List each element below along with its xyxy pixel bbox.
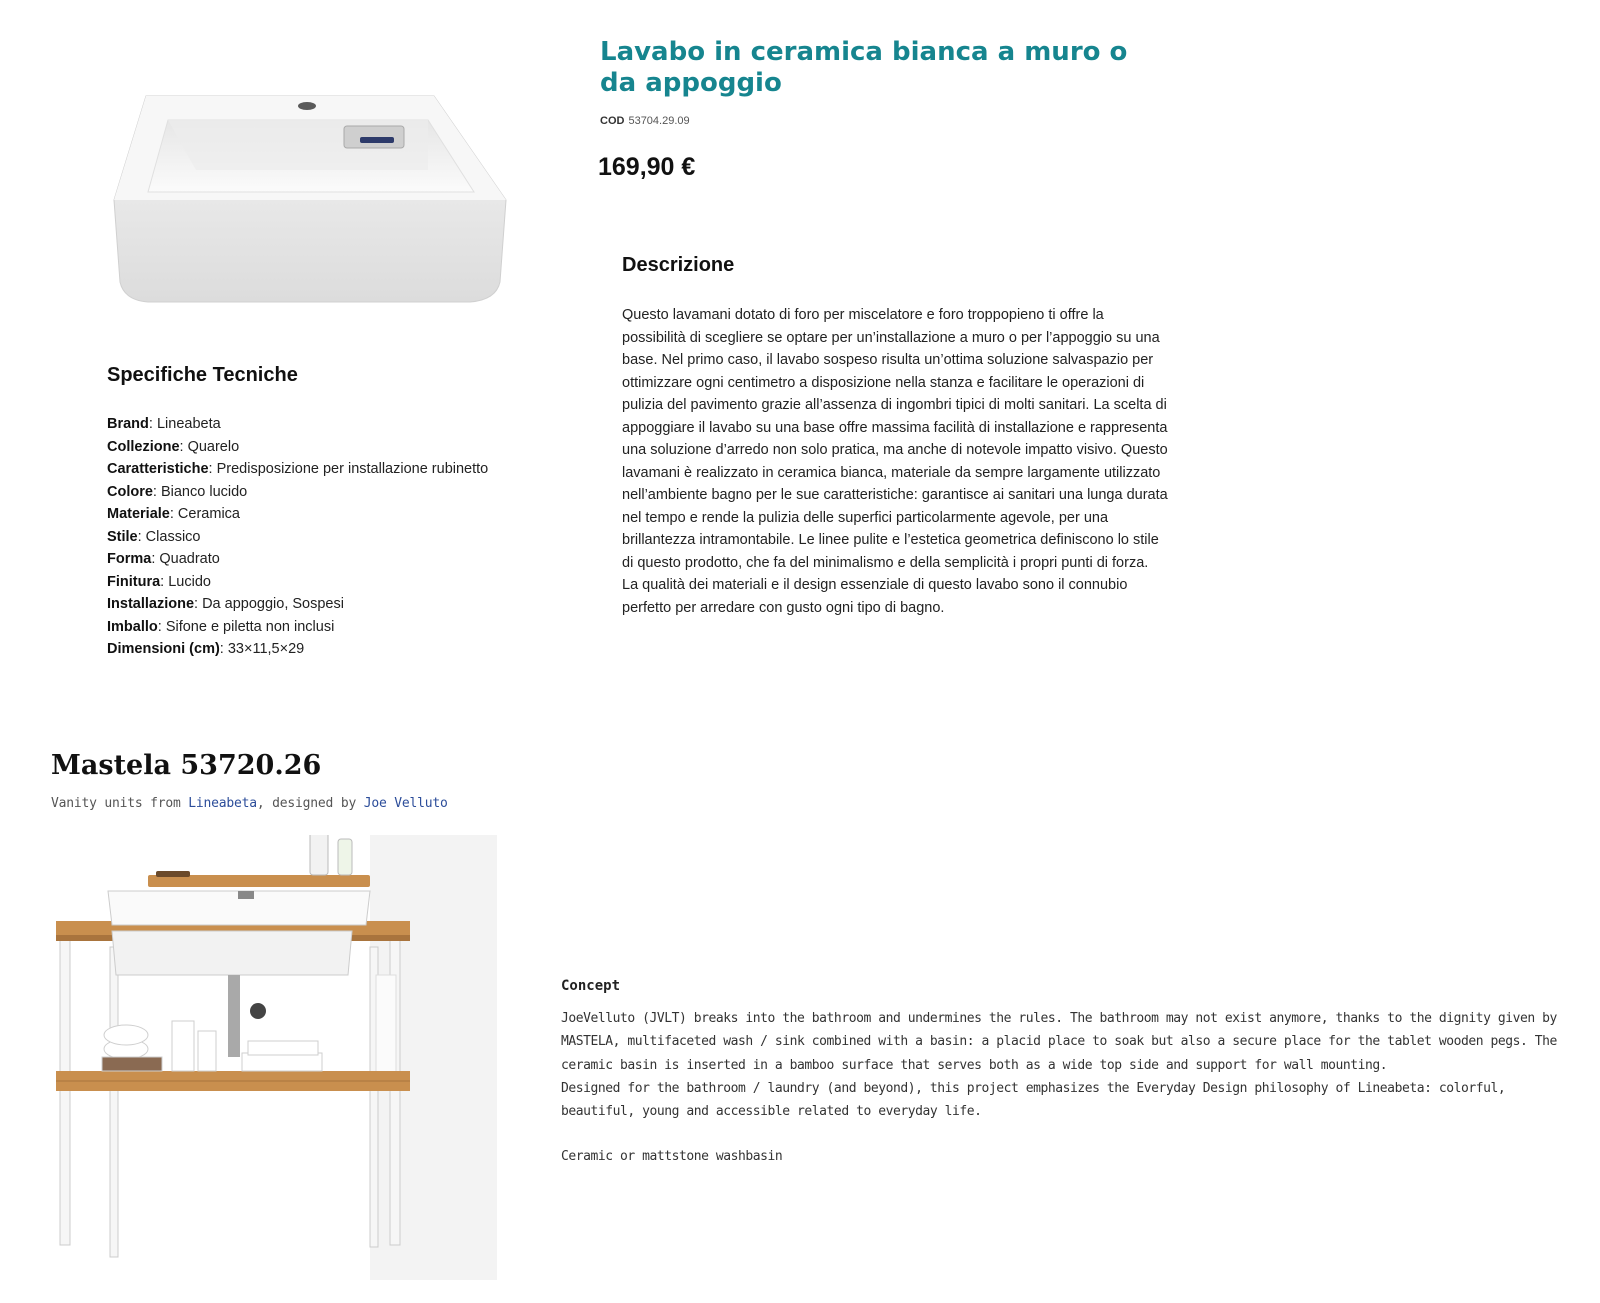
- spec-item: [107, 436, 488, 459]
- spec-item: [107, 548, 488, 571]
- product-code-value: 53704.29.09: [628, 115, 690, 127]
- spec-key: Stile: [107, 528, 138, 545]
- washbasin-product-image: [108, 92, 514, 314]
- spec-value: : Quarelo: [179, 438, 240, 455]
- concept-paragraph-2: Designed for the bathroom / laundry (and beyond), this project emphasizes the Everyday Design philosophy of Lineabeta: colorful, beautiful, young and accessible related to everyday life.: [561, 1080, 1506, 1120]
- spec-key: Colore: [107, 483, 153, 500]
- spec-item: [107, 413, 488, 436]
- specs-heading: Specifiche Tecniche: [107, 364, 298, 386]
- spec-value: : Predisposizione per installazione rubinetto: [208, 461, 489, 477]
- spec-value: : Sifone e piletta non inclusi: [157, 618, 335, 635]
- spec-item: [107, 481, 488, 504]
- spec-value: : 33×11,5×29: [219, 641, 305, 657]
- spec-key: Collezione: [107, 438, 180, 455]
- concept-paragraph-1: JoeVelluto (JVLT) breaks into the bathroom and undermines the rules. The bathroom may not exist anymore, thanks to the dignity given by MASTELA, multifaceted wash / sink combined with a basin: a placid place to soak but also a secure place for the tablet wooden pegs. The ceramic basin is inserted in a bamboo surface that serves both as a wide top side and support for wall mounting.: [561, 1011, 1557, 1073]
- spec-item: [107, 593, 488, 616]
- vanity-subtitle: [51, 796, 448, 811]
- description-heading: Descrizione: [622, 254, 735, 276]
- spec-key: Forma: [107, 551, 152, 567]
- spec-key: Finitura: [107, 573, 161, 590]
- spec-item: [107, 616, 488, 639]
- product-title: Lavabo in ceramica bianca a muro o da appoggio: [600, 37, 1128, 98]
- spec-item: [107, 503, 488, 526]
- spec-item: [107, 526, 488, 549]
- product-code-label: COD: [600, 115, 625, 127]
- brand-link[interactable]: Lineabeta: [188, 796, 257, 811]
- spec-item: [107, 458, 488, 481]
- concept-material-note: Ceramic or mattstone washbasin: [561, 1149, 783, 1164]
- spec-key: Imballo: [107, 618, 158, 635]
- spec-key: Dimensioni (cm): [107, 641, 220, 657]
- subtitle-prefix: Vanity units from: [51, 796, 189, 811]
- product-price: 169,90 €: [598, 153, 696, 181]
- vanity-unit-product-image: [52, 835, 497, 1280]
- spec-value: : Classico: [137, 528, 201, 545]
- spec-key: Caratteristiche: [107, 461, 209, 477]
- subtitle-mid: , designed by: [256, 796, 364, 811]
- spec-key: Materiale: [107, 506, 170, 522]
- specs-list: [107, 413, 488, 661]
- spec-item: [107, 571, 488, 594]
- concept-heading: Concept: [561, 978, 621, 994]
- designer-link[interactable]: Joe Velluto: [363, 796, 448, 811]
- spec-value: : Lineabeta: [148, 416, 221, 432]
- description-text: Questo lavamani dotato di foro per miscelatore e foro troppopieno ti offre la possibilità di scegliere se optare per un’installazione a muro o per l’appoggio su una base. Nel primo caso, il lavabo sospeso risulta un’ottima soluzione salvaspazio per ottimizzare ogni centimetro a disposizione nella stanza e facilitare le operazioni di pulizia del pavimento grazie all’assenza di ingombri tipici di molti sanitari. La scelta di appoggiare il lavabo su una base offre massima facilità di installazione e rappresenta una soluzione d’arredo non solo pratica, ma anche di notevole impatto visivo. Questo lavamani è realizzato in ceramica bianca, materiale da sempre largamente utilizzato nell’ambiente bagno per le sue caratteristiche: garantisce ai sanitari una lunga durata nel tempo e rende la pulizia delle superfici particolarmente agevole, per una brillantezza intramontabile. Le linee pulite e l’estetica geometrica definiscono lo stile di questo prodotto, che fa del minimalismo e della semplicità i propri punti di forza. La qualità dei materiali e il design essenziale di questo lavabo sono il connubio perfetto per arredare con gusto ogni tipo di bagno.: [622, 307, 1168, 616]
- spec-key: Brand: [107, 416, 149, 432]
- spec-value: : Quadrato: [151, 551, 220, 567]
- product-code: [600, 115, 690, 127]
- spec-value: : Lucido: [160, 573, 211, 590]
- spec-item: [107, 638, 488, 661]
- vanity-title: Mastela 53720.26: [51, 750, 322, 781]
- spec-value: : Da appoggio, Sospesi: [194, 596, 344, 612]
- concept-text: [561, 1007, 1561, 1123]
- spec-key: Installazione: [107, 596, 195, 612]
- spec-value: : Bianco lucido: [152, 483, 248, 500]
- spec-value: : Ceramica: [169, 506, 240, 522]
